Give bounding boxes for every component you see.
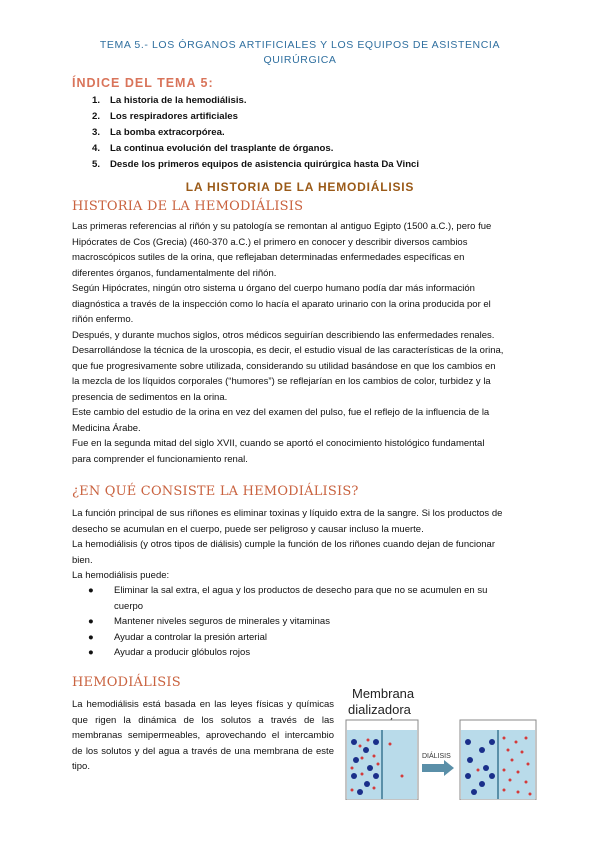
dialysis-arrow	[422, 751, 454, 776]
history-paragraph: Las primeras referencias al riñón y su patología se remontan al antiguo Egipto (1500 a.C.), pero fue Hipócrates de Cos (Grecia) (460-370 a.C.) el primero en conocer y describir diversos cambios macroscópicos sutiles de la orina, que reflejaban determinadas enfermedades específicas en diferentes órganos, fundamentalmente del riñón. Según Hipócrates, ningún otro sistema u órgano del cuerpo humano podía dar más información diagnóstica a través de la inspección como lo hacía el aparato urinario con la orina producida por el riñón enfermo. Después, y durante muchos siglos, otros médicos seguirían describiendo las enfermedades renales. Desarrollándose la técnica de la uroscopia, es decir, el estudio visual de las características de la orina, que fue progresivamente sobre utilizada, considerando su utilidad basándose en que los cambios en la mezcla de los líquidos corporales (“humores”) se reflejarían en los cambios de color, turbidez y la presencia de sedimentos en la orina. Este cambio del estudio de la orina en vez del examen del pulso, fue el reflejo de la influencia de la Medicina Árabe. Fue en la segunda mitad del siglo XVII, cuando se aportó el conocimiento histológico fundamental para comprender el funcionamiento renal.	[72, 221, 504, 465]
index-list	[92, 93, 419, 173]
dialysis-arrow-label: DIÁLISIS	[422, 753, 451, 760]
index-item: 2. Los respiradores artificiales	[92, 111, 238, 122]
hemodialysis-bullets	[88, 583, 519, 661]
document-header	[60, 38, 540, 68]
what-heading: ¿EN QUÉ CONSISTE LA HEMODIÁLISIS?	[72, 484, 359, 499]
header-line-2: QUIRÚRGICA	[263, 54, 337, 66]
what-paragraph: La función principal de sus riñones es eliminar toxinas y líquido extra de la sangre. Si los productos de desecho se acumulan en el cuerpo, puede ser peligroso y causar incluso la muerte. La hemodiálisis (y otros tipos de diálisis) cumple la función de los riñones cuando dejan de funcionar bien. La hemodiálisis puede:	[72, 508, 503, 581]
list-item: ● Eliminar la sal extra, el agua y los productos de desecho para que no se acumulen en su cuerpo	[88, 585, 488, 612]
list-item: ● Ayudar a producir glóbulos rojos	[88, 647, 251, 658]
index-item: 4. La continua evolución del trasplante de órganos.	[92, 143, 334, 154]
list-item: ● Ayudar a controlar la presión arterial	[88, 631, 267, 643]
history-heading: HISTORIA DE LA HEMODIÁLISIS	[72, 199, 304, 214]
index-item: 3. La bomba extracorpórea.	[92, 127, 225, 138]
section-title: LA HISTORIA DE LA HEMODIÁLISIS	[185, 180, 415, 194]
hemo-heading: HEMODIÁLISIS	[72, 675, 181, 690]
membrane-label-2: dializadora	[348, 702, 411, 717]
beaker-before	[346, 720, 418, 800]
header-line-1: TEMA 5.- LOS ÓRGANOS ARTIFICIALES Y LOS EQUIPOS DE ASISTENCIA	[99, 39, 501, 51]
list-item: ● Mantener niveles seguros de minerales y vitaminas	[88, 616, 330, 627]
membrane-label-1: Membrana	[352, 686, 415, 701]
index-item: 1. La historia de la hemodiálisis.	[92, 95, 247, 106]
hemo-paragraph: La hemodiálisis está basada en las leyes físicas y químicas que rigen la dinámica de los solutos a través de las membranas semipermeables, aprovechando el intercambio de los solutos y del agua a través de una membrana de este tipo.	[72, 699, 334, 772]
index-item: 5. Desde los primeros equipos de asistencia quirúrgica hasta Da Vinci	[92, 159, 420, 170]
dialysis-diagram	[340, 680, 540, 800]
index-title: ÍNDICE DEL TEMA 5:	[72, 76, 214, 90]
beaker-after	[460, 720, 536, 800]
